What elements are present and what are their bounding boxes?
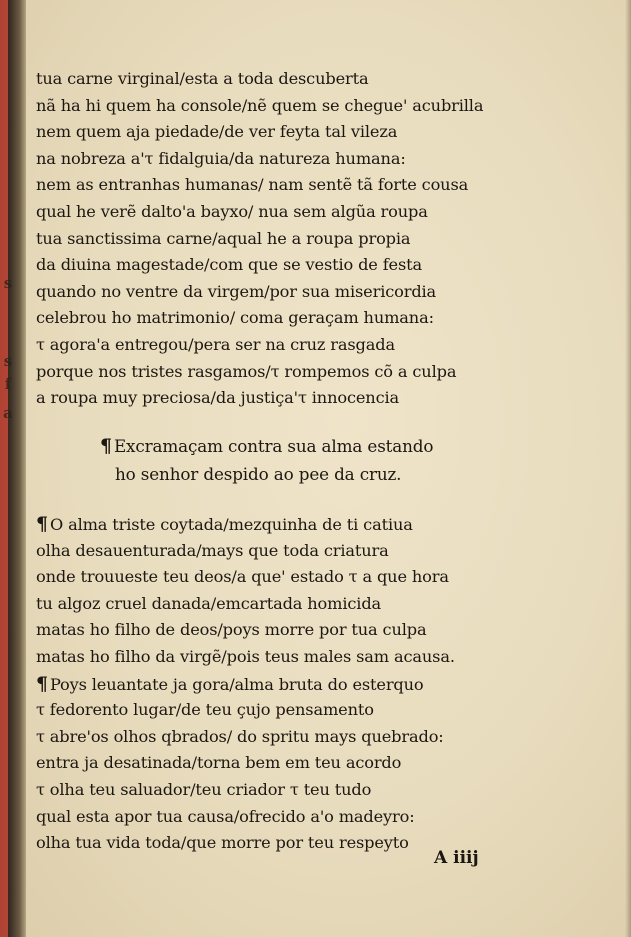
verse-stanza-1 xyxy=(36,66,596,412)
heading-line xyxy=(100,432,631,460)
verse-line: onde trouueste teu deos/a que' estado τ a que hora xyxy=(36,567,449,587)
verse-line: τ abre'os olhos qbrados/ do spritu mays quebrado: xyxy=(36,726,444,746)
verse-stanza-2 xyxy=(36,511,596,857)
verse-line: na nobreza a'τ fidalguia/da natureza humana: xyxy=(36,148,406,168)
verse-line: a roupa muy preciosa/da justiça'τ innocencia xyxy=(36,388,400,408)
heading-text: Excramaçam contra sua alma estando xyxy=(113,436,434,456)
verse-line: qual esta apor tua causa/ofrecido a'o madeyro: xyxy=(36,806,415,826)
verse-line: τ olha teu saluador/teu criador τ teu tudo xyxy=(36,779,372,799)
verse-line: da diuina magestade/com que se vestio de festa xyxy=(36,255,423,275)
verse-line: qual he verẽ dalto'a bayxo/ nua sem algũa roupa xyxy=(36,201,428,221)
verse-line: nã ha hi quem ha console/nẽ quem se chegue' acubrilla xyxy=(36,95,484,115)
verse-line: porque nos tristes rasgamos/τ rompemos cõ a culpa xyxy=(36,361,457,381)
margin-mark: a xyxy=(3,404,13,422)
verse-line: tu algoz cruel danada/emcartada homicida xyxy=(36,593,382,613)
verse-line: quando no ventre da virgem/por sua misericordia xyxy=(36,281,437,301)
verse-line: tua sanctissima carne/aqual he a roupa propia xyxy=(36,228,411,248)
verse-line: olha tua vida toda/que morre por teu respeyto xyxy=(36,833,409,853)
previous-page-edge xyxy=(0,0,8,937)
section-heading xyxy=(100,432,631,488)
pilcrow-mark: ¶ xyxy=(100,435,112,457)
verse-line: τ fedorento lugar/de teu çujo pensamento xyxy=(36,700,374,720)
verse-line: matas ho filho da virgẽ/pois teus males sam acausa. xyxy=(36,646,455,666)
verse-text: O alma triste coytada/mezquinha de ti catiua xyxy=(49,515,413,534)
verse-line xyxy=(36,671,596,698)
verse-line xyxy=(36,511,596,538)
heading-line: ho senhor despido ao pee da cruz. xyxy=(115,464,402,484)
pilcrow-mark: ¶ xyxy=(36,672,48,695)
verse-line: nem quem aja piedade/de ver feyta tal vileza xyxy=(36,122,398,142)
verse-line: nem as entranhas humanas/ nam sentẽ tã forte cousa xyxy=(36,175,469,195)
margin-mark: s xyxy=(3,352,13,370)
verse-line: entra ja desatinada/torna bem em teu acordo xyxy=(36,753,402,773)
verse-line: tua carne virginal/esta a toda descuberta xyxy=(36,69,369,88)
verse-line: τ agora'a entregou/pera ser na cruz rasgada xyxy=(36,334,395,354)
verse-line: celebrou ho matrimonio/ coma geraçam humana: xyxy=(36,308,434,328)
verse-text: Poys leuantate ja gora/alma bruta do esterquo xyxy=(49,674,424,694)
verse-line: olha desauenturada/mays que toda criatura xyxy=(36,540,389,560)
verse-line: matas ho filho de deos/poys morre por tua culpa xyxy=(36,620,427,640)
margin-mark: s xyxy=(3,274,13,292)
pilcrow-mark: ¶ xyxy=(36,513,48,535)
folio-signature: A iiij xyxy=(434,848,479,868)
margin-mark: f xyxy=(4,375,12,393)
